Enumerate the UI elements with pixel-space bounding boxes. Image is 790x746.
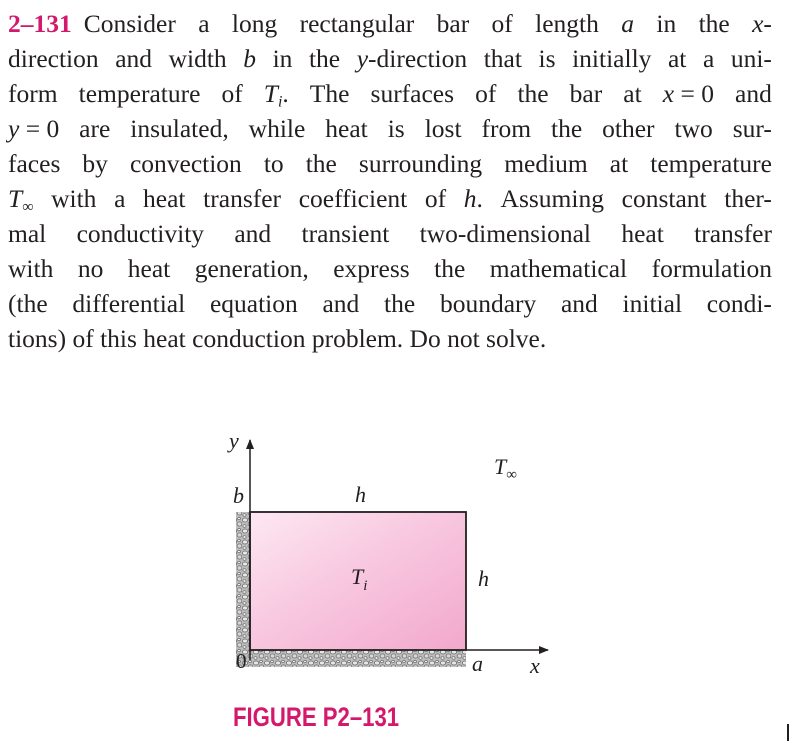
problem-line-4: y = 0 are insulated, while heat is lost from the other two sur- [8, 114, 772, 143]
y-axis-label: y [229, 428, 239, 453]
problem-line-10: tions) of this heat conduction problem. Do not solve. [8, 324, 547, 353]
b-label: b [233, 483, 244, 508]
problem-line-1: 2–131 Consider a long rectangular bar of length a in the x- [8, 9, 772, 38]
problem-line-8: with no heat generation, express the mathematical formulation [8, 254, 772, 283]
t-initial-label: $T_i$ [351, 564, 368, 594]
a-label: a [472, 651, 483, 676]
problem-line-9: (the differential equation and the boundary and initial condi- [8, 289, 772, 318]
problem-line-3: form temperature of $T_i$. The surfaces of the bar at x = 0 and [8, 79, 772, 111]
text-cursor [787, 724, 789, 741]
problem-line-2: direction and width b in the y-direction that is initially at a uni- [8, 44, 772, 73]
origin-label: 0 [236, 649, 247, 673]
problem-line-6: $T_\infty$ with a heat transfer coefficient of h. Assuming constant ther- [8, 184, 772, 216]
left-insulation [236, 512, 250, 667]
h-right-label: h [478, 566, 489, 591]
problem-line-7: mal conductivity and transient two-dimensional heat transfer [8, 219, 772, 248]
x-axis-label: x [530, 653, 540, 678]
problem-number: 2–131 [8, 9, 72, 38]
problem-line-5: faces by convection to the surrounding medium at temperature [8, 149, 772, 178]
t-infinity-label: $T_\infty$ [494, 454, 517, 483]
bottom-insulation [236, 650, 466, 667]
figure-caption: FIGURE P2–131 [233, 702, 400, 732]
h-top-label: h [355, 482, 366, 507]
